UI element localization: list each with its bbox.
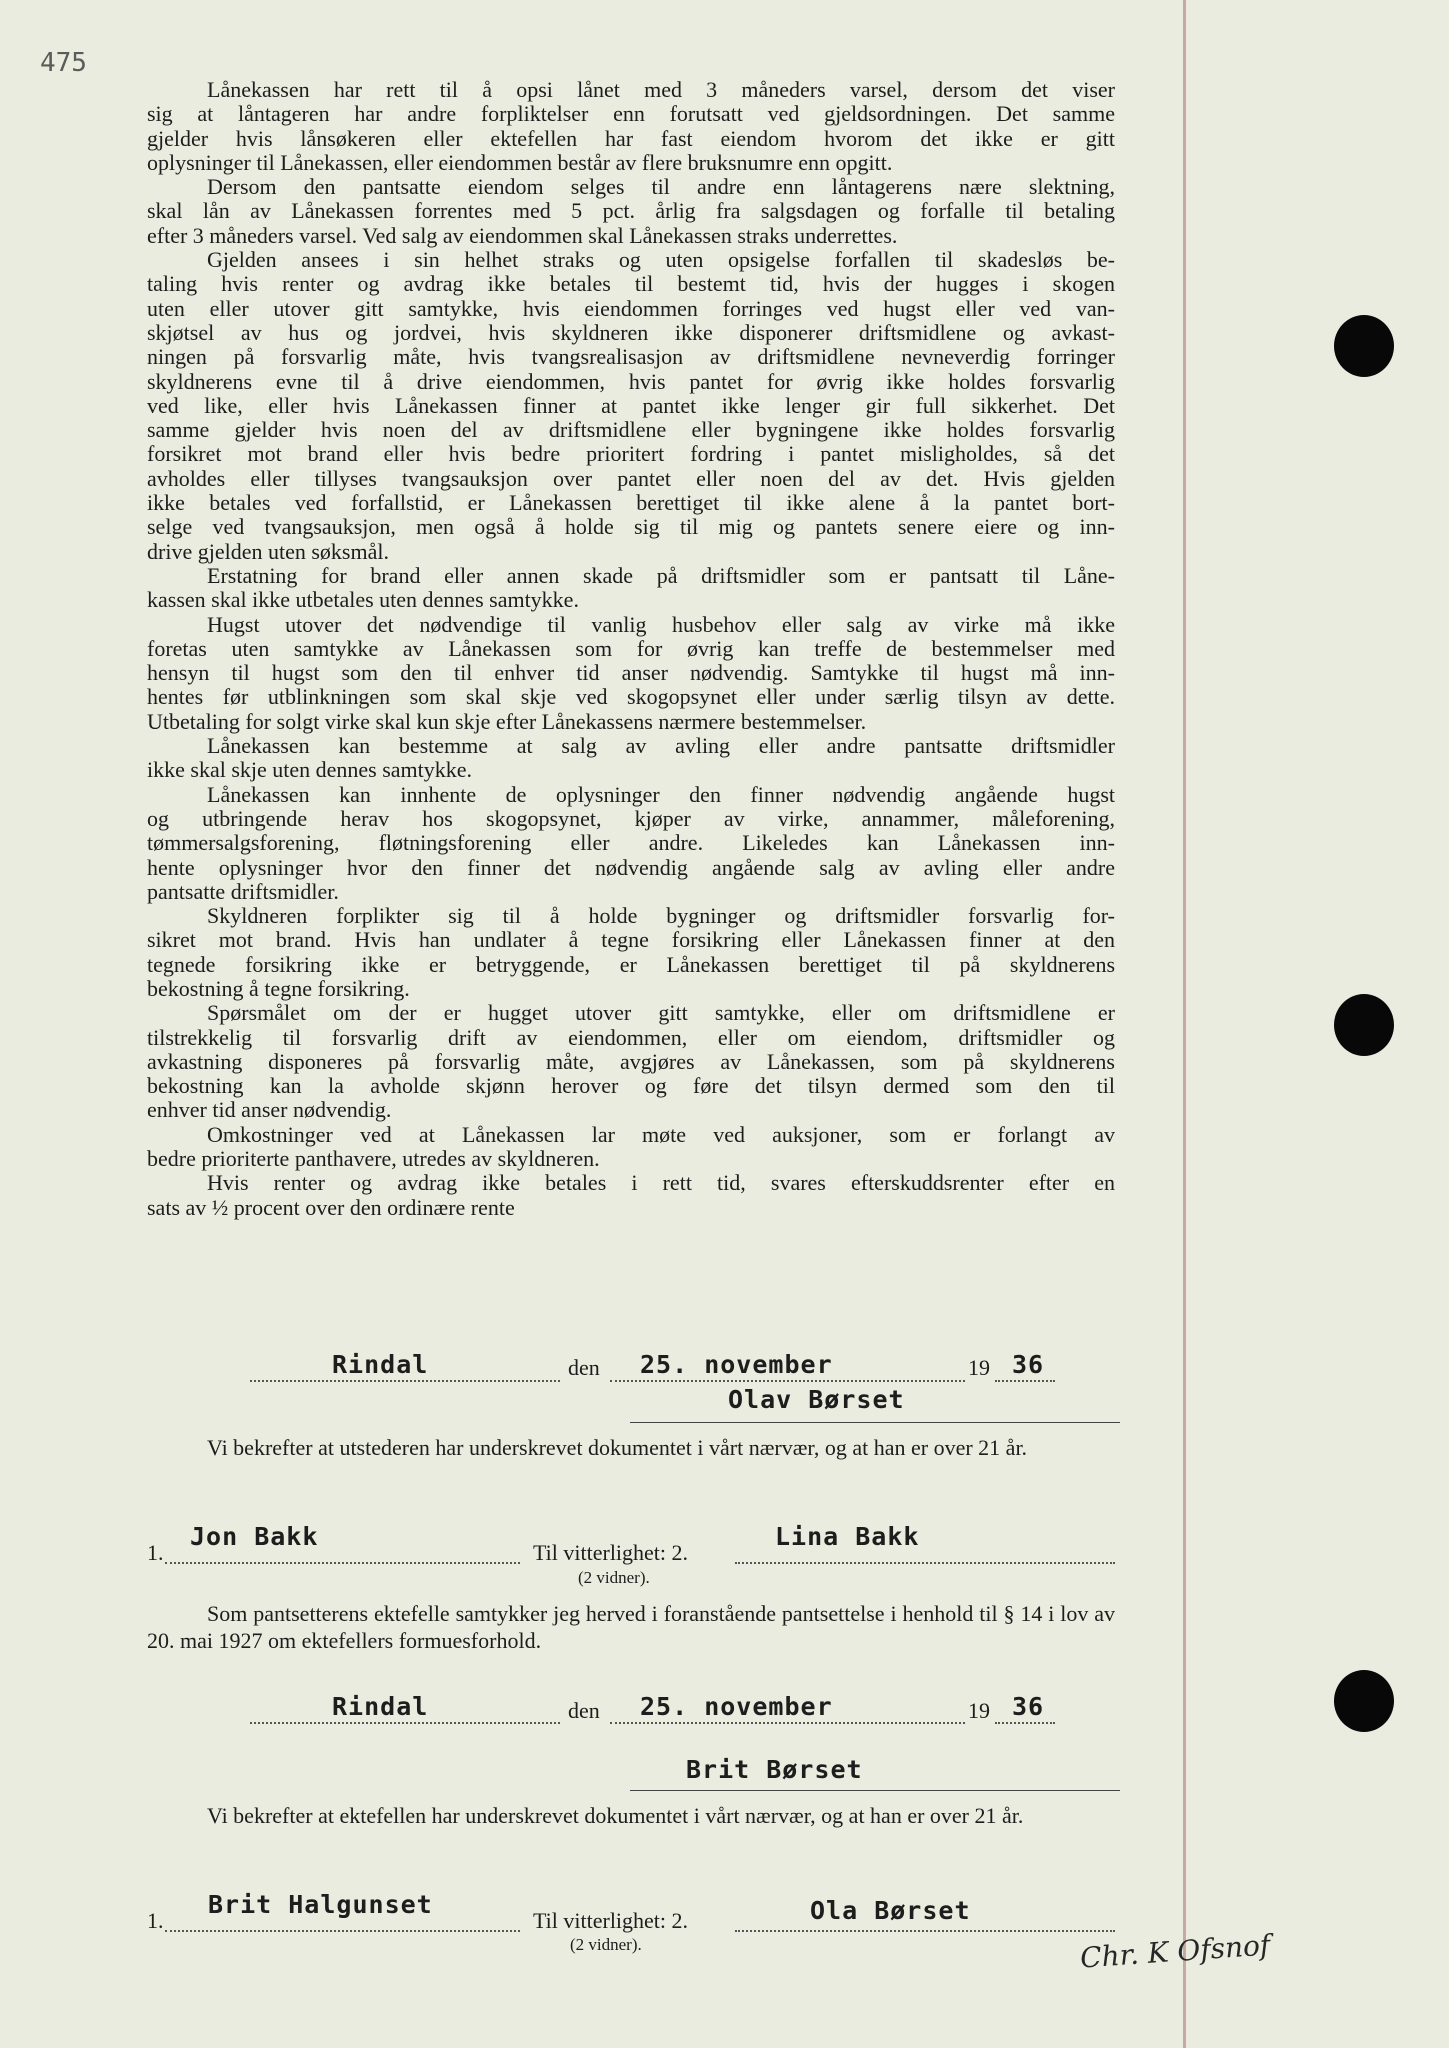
text-line: oplysninger til Lånekassen, eller eiendommen består av flere bruksnumre enn opgitt. [147,149,893,175]
text-line: Hugst utover det nødvendige til vanlig husbehov eller salg av virke må ikke [207,611,1115,637]
second-signer-line [630,1790,1120,1791]
margin-rule [1183,0,1186,2048]
text-line: ikke betales ved forfallstid, er Lånekassen berettiget til ikke alene å la pantet bort- [147,490,1115,516]
text-line: foretas uten samtykke av Lånekassen som for øvrig kan treffe de bestemmelser med [147,635,1115,661]
text-line: ikke skal skje uten dennes samtykke. [147,757,473,783]
witness1-label: Til vitterlighet: 2. [533,1540,689,1565]
text-line: skjøtsel av hus og jordvei, hvis skyldneren ikke disponerer driftsmidlene og avkast- [147,319,1115,345]
witness-statement-1: Vi bekrefter at utstederen har underskrevet dokumentet i vårt nærvær, og at han er over 21 år. [207,1435,1028,1460]
text-line: efter 3 måneders varsel. Ved salg av eiendommen skal Lånekassen straks underrettes. [147,222,898,248]
text-line: Lånekassen kan innhente de oplysninger den finner nødvendig angående hugst [207,781,1115,807]
second-signing-date: 25. november [640,1692,833,1721]
text-line: Spørsmålet om der er hugget utover gitt samtykke, eller om driftsmidlene er [207,1000,1115,1026]
witness1-second-line [735,1562,1115,1564]
witness-statement-2: Vi bekrefter at ektefellen har underskrevet dokumentet i vårt nærvær, og at han er over 21 år. [207,1803,1024,1828]
text-line: drive gjelden uten søksmål. [147,538,389,564]
text-line: Lånekassen har rett til å opsi lånet med 3 måneders varsel, dersom det viser [207,77,1115,102]
text-line: Lånekassen kan bestemme at salg av avling eller andre pantsatte driftsmidler [207,733,1115,759]
text-line: forsikret mot brand eller hvis bedre prioritert fordring i pantet misligholdes, så det [147,441,1115,467]
second-signer-name: Brit Børset [686,1755,863,1784]
text-line: kassen skal ikke utbetales uten dennes samtykke. [147,587,579,613]
text-line: Skyldneren forplikter sig til å holde bygninger og driftsmidler forsvarlig for- [207,903,1115,929]
text-line: Utbetaling for solgt virke skal kun skje efter Lånekassens nærmere bestemmelser. [147,708,867,734]
witness2-first-name: Brit Halgunset [208,1890,433,1919]
text-line: Gjelden ansees i sin helhet straks og uten opsigelse forfallen til skadesløs be- [207,247,1115,273]
text-line: skyldnerens evne til å drive eiendommen, hvis pantet for øvrig ikke holdes forsvarlig [147,368,1115,394]
punch-hole-middle [1334,994,1394,1056]
text-line: sig at låntageren har andre forpliktelser enn forutsatt ved gjeldsordningen. Det samme [147,101,1115,127]
first-signing-place: Rindal [332,1350,429,1379]
witness2-label: Til vitterlighet: 2. [533,1908,689,1933]
second-signing-year-prefix: 19 [968,1698,990,1723]
text-line: sats av ½ procent over den ordinære rente [147,1194,515,1220]
second-signing-place: Rindal [332,1692,429,1721]
first-signing-den-label: den [568,1355,600,1380]
text-line: bedre prioriterte panthavere, utredes av skyldneren. [147,1146,600,1172]
witness1-number: 1. [147,1540,164,1565]
text-line: uten eller utover gitt samtykke, hvis eiendommen forringes ved hugst eller ved van- [147,295,1115,321]
text-line: Hvis renter og avdrag ikke betales i rett tid, svares efterskuddsrenter efter en [207,1170,1115,1196]
witness2-second-line [735,1930,1115,1932]
text-line: tegnede forsikring ikke er betryggende, er Lånekassen berettiget til på skyldnerens [147,951,1115,977]
witness2-number: 1. [147,1908,164,1933]
witness1-first-line [165,1562,520,1564]
spouse-consent: Som pantsetterens ektefelle samtykker jeg herved i foranstående pantsettelse i henhold til § 14 i lov av 20. mai 1927 om ektefellers formuesforhold. [147,1601,1115,1653]
text-line: skal lån av Lånekassen forrentes med 5 pct. årlig fra salgsdagen og forfalle til betaling [147,198,1115,224]
page-number: 475 [40,48,87,78]
text-line: tømmersalgsforening, fløtningsforening eller andre. Likeledes kan Lånekassen inn- [147,830,1115,856]
first-date-line [610,1380,965,1382]
first-signer-name: Olav Børset [728,1385,905,1414]
text-line: tilstrekkelig til forsvarlig drift av eiendommen, eller om eiendom, driftsmidler og [147,1024,1115,1050]
second-year-line [995,1722,1055,1724]
first-signing-year-suffix: 36 [1012,1350,1045,1379]
text-line: Erstatning for brand eller annen skade på driftsmidler som er pantsatt til Låne- [207,562,1115,588]
text-line: hente oplysninger hvor den finner det nødvendig angående salg av avling eller andre [147,854,1115,880]
text-line: taling hvis renter og avdrag ikke betales til bestemt tid, hvis der hugges i skogen [147,271,1115,297]
text-line: bekostning kan la avholde skjønn herover og føre det tilsyn dermed som den til [147,1073,1115,1099]
loan-terms-body [147,78,1115,1220]
second-date-line [610,1722,965,1724]
first-year-line [995,1380,1055,1382]
witness2-first-line [165,1930,520,1932]
witness1-sub: (2 vidner). [578,1568,650,1587]
text-line: enhver tid anser nødvendig. [147,1097,392,1123]
witness1-first-name: Jon Bakk [190,1522,319,1551]
witness2-sub: (2 vidner). [570,1935,642,1954]
second-signing-den-label: den [568,1698,600,1723]
first-signing-date: 25. november [640,1350,833,1379]
second-place-line [250,1722,560,1724]
text-line: hensyn til hugst som den til enhver tid anser nødvendig. Samtykke til hugst må inn- [147,660,1115,686]
first-signing-year-prefix: 19 [968,1355,990,1380]
witness2-second-name: Ola Børset [810,1896,971,1925]
text-line: pantsatte driftsmidler. [147,878,339,904]
first-signer-line [630,1422,1120,1423]
first-place-line [250,1380,560,1382]
text-line: avholdes eller tillyses tvangsauksjon over pantet eller noen del av det. Hvis gjelden [147,465,1115,491]
text-line: hentes før utblinkningen som skal skje ved skogopsynet eller under særlig tilsyn av dette. [147,684,1115,710]
text-line: selge ved tvangsauksjon, men også å holde sig til mig og pantets senere eiere og inn- [147,514,1115,540]
text-line: samme gjelder hvis noen del av driftsmidlene eller bygningene ikke holdes forsvarlig [147,417,1115,443]
second-signing-year-suffix: 36 [1012,1692,1045,1721]
text-line: ved like, eller hvis Lånekassen finner at pantet ikke lenger gir full sikkerhet. Det [147,392,1115,418]
clerk-signature: Chr. K Ofsnof [1079,1928,1272,1975]
text-line: ningen på forsvarlig måte, hvis tvangsrealisasjon av driftsmidlene nevneverdig forringer [147,344,1115,370]
punch-hole-top [1334,315,1394,377]
text-line: Dersom den pantsatte eiendom selges til andre enn låntagerens nære slektning, [207,174,1115,200]
text-line: og utbringende herav hos skogopsynet, kjøper av virke, annammer, måleforening, [147,805,1115,831]
text-line: gjelder hvis lånsøkeren eller ektefellen har fast eiendom hvorom det ikke er gitt [147,125,1115,151]
text-line: Omkostninger ved at Lånekassen lar møte ved auksjoner, som er forlangt av [207,1121,1115,1147]
text-line: bekostning å tegne forsikring. [147,975,410,1001]
text-line: sikret mot brand. Hvis han undlater å tegne forsikring eller Lånekassen finner at den [147,927,1115,953]
witness1-second-name: Lina Bakk [775,1522,920,1551]
punch-hole-bottom [1334,1670,1394,1732]
text-line: avkastning disponeres på forsvarlig måte, avgjøres av Lånekassen, som på skyldnerens [147,1048,1115,1074]
